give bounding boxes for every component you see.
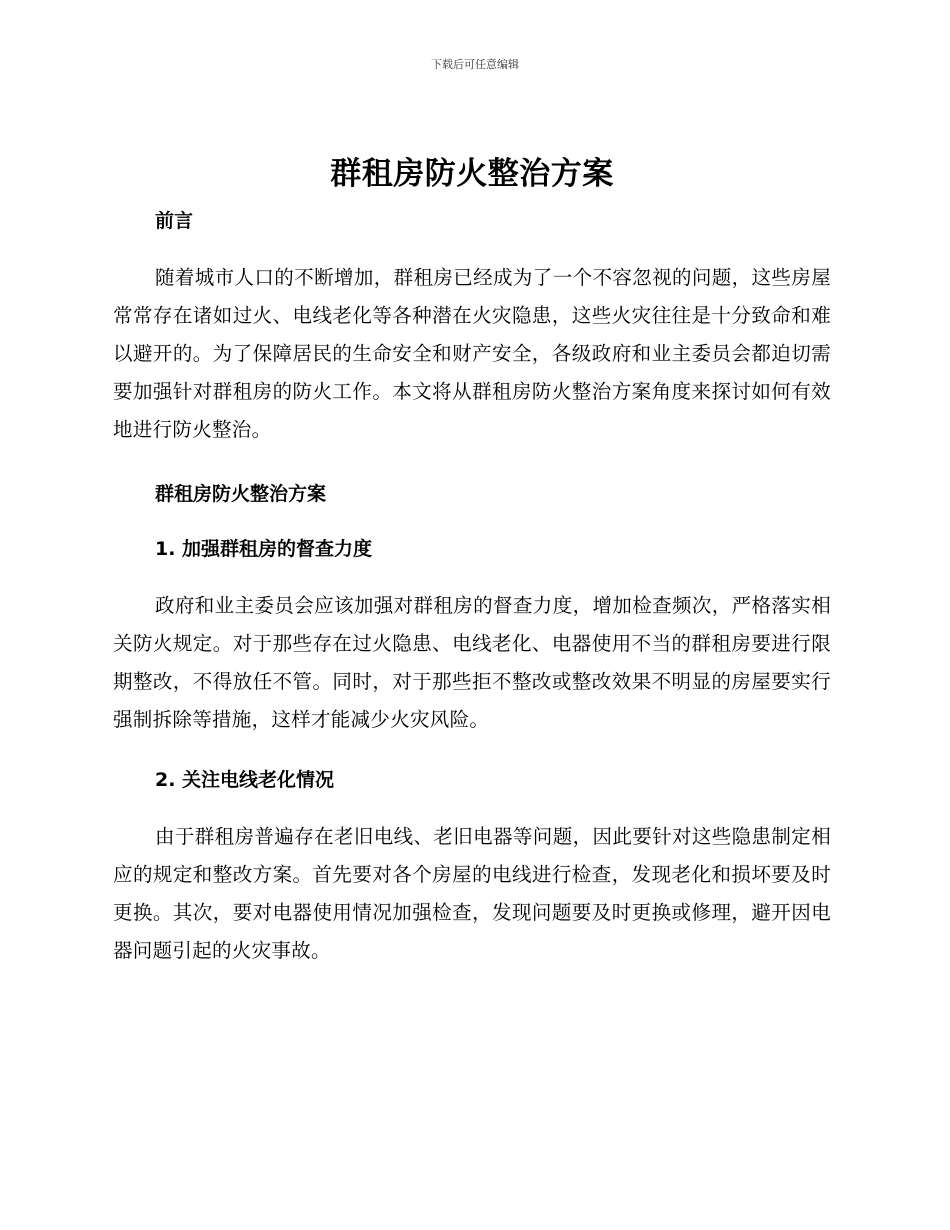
preface-heading: 前言 [155,210,194,232]
document-body [113,148,831,970]
section-heading: 群租房防火整治方案 [155,483,327,505]
item-1-heading: 1. 加强群租房的督查力度 [155,538,373,560]
item-2-heading: 2. 关注电线老化情况 [155,769,335,791]
preface-paragraph: 随着城市人口的不断增加，群租房已经成为了一个不容忽视的问题，这些房屋常常存在诸如过火、电线老化等各种潜在火灾隐患，这些火灾往往是十分致命和难以避开的。为了保障居民的生命安全和财产安全，各级政府和业主委员会都迫切需要加强针对群租房的防火工作。本文将从群租房防火整治方案角度来探讨如何有效地进行防火整治。 [113,266,831,441]
document-title: 群租房防火整治方案 [330,156,614,192]
header-note: 下载后可任意编辑 [431,58,519,71]
item-1-paragraph: 政府和业主委员会应该加强对群租房的督查力度，增加检查频次，严格落实相关防火规定。对于那些存在过火隐患、电线老化、电器使用不当的群租房要进行限期整改，不得放任不管。同时，对于那些拒不整改或整改效果不明显的房屋要实行强制拆除等措施，这样才能减少火灾风险。 [113,594,831,731]
item-2-paragraph: 由于群租房普遍存在老旧电线、老旧电器等问题，因此要针对这些隐患制定相应的规定和整改方案。首先要对各个房屋的电线进行检查，发现老化和损坏要及时更换。其次，要对电器使用情况加强检查，发现问题要及时更换或修理，避开因电器问题引起的火灾事故。 [113,825,831,962]
